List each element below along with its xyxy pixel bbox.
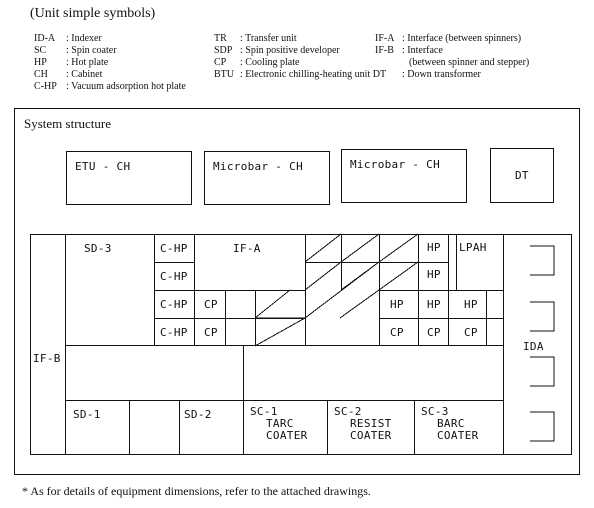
unit-label: ETU - CH (75, 160, 131, 173)
sc-1-kind: COATER (266, 429, 308, 442)
sd-2-label: SD-2 (184, 408, 212, 421)
legend-code: HP (34, 57, 47, 68)
unit-label: Microbar - CH (213, 160, 303, 173)
legend-title: (Unit simple symbols) (30, 6, 156, 21)
legend-code: CP (214, 57, 227, 68)
sc-1-type: TARC (266, 417, 294, 430)
cp-label: CP (204, 326, 218, 339)
sc-3-label: SC-3 (421, 405, 449, 418)
legend-code: ID-A (34, 33, 56, 44)
sc-3-kind: COATER (437, 429, 479, 442)
legend-code: TR (214, 33, 227, 44)
chp-label: C-HP (160, 298, 188, 311)
sc-2-block (334, 406, 410, 442)
sc-2-type: RESIST (350, 417, 392, 430)
footnote: * As for details of equipment dimensions, refer to the attached drawings. (22, 484, 371, 498)
hp-label: HP (427, 268, 441, 281)
cp-label: CP (390, 326, 404, 339)
hp-label: HP (427, 298, 441, 311)
legend-desc: (between spinner and stepper) (409, 57, 530, 68)
ida-label: IDA (523, 340, 544, 353)
legend-desc: : Hot plate (66, 57, 109, 68)
hp-label: HP (390, 298, 404, 311)
sc-1-block (250, 406, 320, 442)
unit-label: DT (515, 169, 529, 182)
chp-label: C-HP (160, 326, 188, 339)
sc-3-type: BARC (437, 417, 465, 430)
sc-3-block (421, 406, 497, 442)
legend-code: IF-B (375, 45, 394, 56)
if-a-label: IF-A (233, 242, 261, 255)
system-structure-title: System structure (24, 116, 112, 131)
legend-desc: : Electronic chilling-heating unit DT (240, 69, 387, 80)
legend-code: CH (34, 69, 48, 80)
unit-label: Microbar - CH (350, 158, 440, 171)
lpah-label: LPAH (459, 241, 487, 254)
legend-desc: : Down transformer (402, 69, 481, 80)
legend-desc: : Vacuum adsorption hot plate (66, 81, 186, 92)
legend-code: SDP (214, 45, 233, 56)
legend-desc: : Transfer unit (240, 33, 297, 44)
legend-desc: : Cabinet (66, 69, 103, 80)
legend-desc: : Interface (402, 45, 443, 56)
legend-code: SC (34, 45, 47, 56)
cp-label: CP (427, 326, 441, 339)
sd-1-label: SD-1 (73, 408, 101, 421)
cp-label: CP (204, 298, 218, 311)
sc-2-label: SC-2 (334, 405, 362, 418)
if-b-label: IF-B (33, 352, 61, 365)
legend-code: C-HP (34, 81, 57, 92)
hp-label: HP (464, 298, 478, 311)
legend-desc: : Cooling plate (240, 57, 300, 68)
sc-2-kind: COATER (350, 429, 392, 442)
sd-3-label: SD-3 (84, 242, 112, 255)
hp-label: HP (427, 241, 441, 254)
legend-code: BTU (214, 69, 234, 80)
cp-label: CP (464, 326, 478, 339)
chp-label: C-HP (160, 242, 188, 255)
chp-label: C-HP (160, 270, 188, 283)
legend-desc: : Spin coater (66, 45, 117, 56)
legend-desc: : Interface (between spinners) (402, 33, 522, 44)
sc-1-label: SC-1 (250, 405, 278, 418)
legend-desc: : Indexer (66, 33, 102, 44)
legend-desc: : Spin positive developer (240, 45, 340, 56)
legend-code: IF-A (375, 33, 395, 44)
